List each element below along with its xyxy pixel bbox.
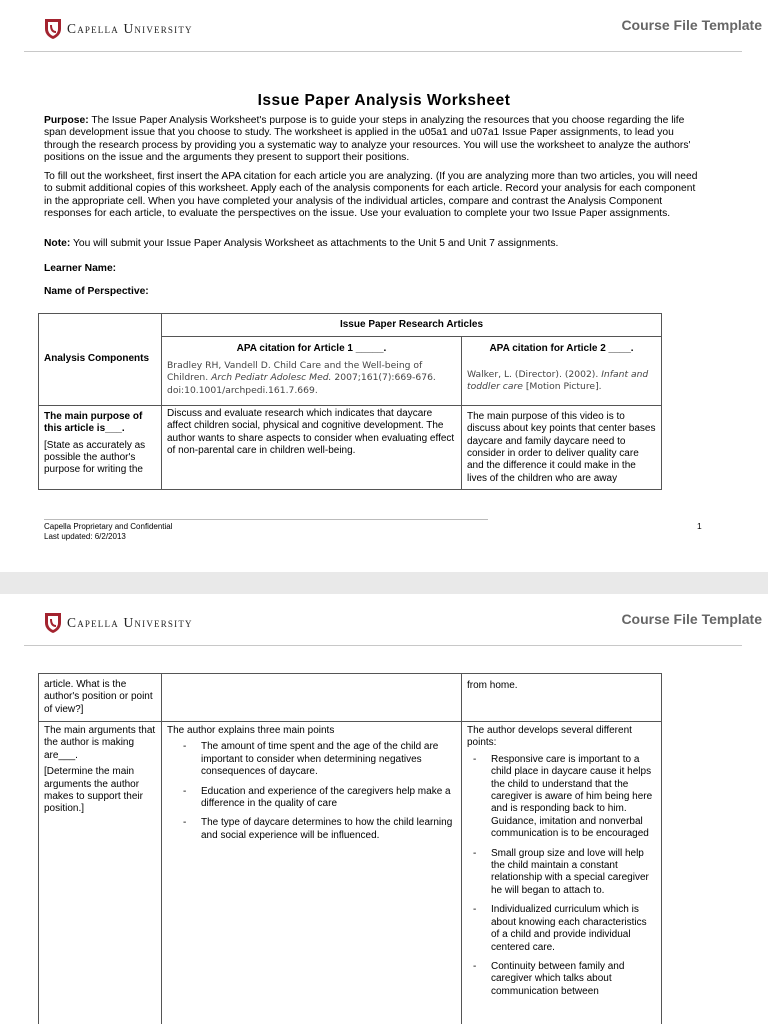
logo-text: Capella University: [67, 615, 193, 630]
research-articles-header: Issue Paper Research Articles: [162, 314, 662, 337]
row2-article1: The author explains three main points - The amount of time spent and the age of the child are important to consider when determining negatives consequences of daycare. - Education and experience of the caregivers help make a difference in the quality of care - The type of daycare determines to how the child learning and social experience will be influenced.: [162, 722, 462, 1024]
row1-article2: The main purpose of this video is to discuss about key points that center bases daycare and family daycare need to consider in order to deliver quality care and the difference it could make in the lives of the children who are away: [462, 405, 662, 489]
instructions-paragraph: To fill out the worksheet, first insert the APA citation for each article you are analyzing. (If you are analyzing more than two articles, you will need to submit additional copies of this worksheet. Apply each of the analysis components for each article. Record your analysis for each component in the appropriate cell. When you have completed your analysis of the individual articles, compare and contrast the Analysis Component responses for each article, to evaluate the perspectives on the issue. Use your evaluation to complete your two Issue Paper assignments.: [44, 171, 698, 220]
header-divider: [24, 51, 742, 52]
article2-citation: Walker, L. (Director). (2002). Infant and toddler care [Motion Picture].: [462, 358, 662, 406]
purpose-label: Purpose:: [44, 115, 89, 126]
list-item: - The amount of time spent and the age of the child are important to consider when determining negatives consequences of daycare.: [183, 741, 456, 778]
list-item: - Individualized curriculum which is about knowing each characteristics of a child and provide individual centered care.: [473, 904, 656, 954]
university-logo: [44, 18, 193, 40]
page-header: [0, 594, 768, 646]
table-row: [39, 674, 662, 722]
article1-header: APA citation for Article 1 _____.: [162, 337, 462, 358]
table-row: [39, 405, 662, 489]
document-title: Issue Paper Analysis Worksheet: [257, 92, 511, 109]
row1-label: The main purpose of this article is___. [State as accurately as possible the author's purpose for writing the: [39, 405, 162, 489]
list-item: - Small group size and love will help the child maintain a constant relationship with a special caregiver he will began to attach to.: [473, 848, 656, 898]
footer: [44, 522, 173, 542]
article1-citation: Bradley RH, Vandell D. Child Care and the Well-being of Children. Arch Pediatr Adolesc Med. 2007;161(7):669-676. doi:10.1001/archpedi.161.7.669.: [162, 358, 462, 406]
row1-continued-article1: [162, 674, 462, 722]
page-number: 1: [697, 521, 702, 531]
row2-article2: The author develops several different points: - Responsive care is important to a child place in daycare cause it helps the child to understand that the caregiver is aware of him being here and is responding back to him. Guidance, imitation and nonverbal communication is to be encouraged - Small group size and love will help the child maintain a constant relationship with a special caregiver he will began to attach to. - Individualized curriculum which is about knowing each characteristics of a child and provide individual centered care. - Continuity between family and caregiver which talks about communication between: [462, 722, 662, 1024]
header-divider: [24, 645, 742, 646]
shield-icon: [44, 18, 62, 40]
list-item: - Education and experience of the caregivers help make a difference in the quality of care: [183, 786, 456, 811]
list-item: - Continuity between family and caregiver which talks about communication between: [473, 961, 656, 998]
table-row: [39, 314, 662, 337]
footer-divider: [44, 519, 488, 520]
header-title: Course File Template: [621, 17, 762, 33]
table-row: [39, 722, 662, 1024]
analysis-components-header: Analysis Components: [39, 314, 162, 406]
article2-header: APA citation for Article 2 ____.: [462, 337, 662, 358]
note-text: You will submit your Issue Paper Analysis Worksheet as attachments to the Unit 5 and Unit 7 assignments.: [70, 238, 559, 249]
university-logo: [44, 612, 193, 634]
shield-icon: [44, 612, 62, 634]
row1-article1: Discuss and evaluate research which indicates that daycare affect children social, physical and cognitive development. The author wants to share aspects to consider when evaluating effect of non-parental care in children well-being.: [162, 405, 462, 489]
article1-points: [167, 741, 456, 842]
analysis-table: [38, 313, 662, 490]
footer-updated: Last updated: 6/2/2013: [44, 532, 126, 541]
learner-name-label: Learner Name:: [44, 263, 117, 274]
page-2: [0, 594, 768, 1024]
list-item: - The type of daycare determines to how the child learning and social experience will be influenced.: [183, 817, 456, 842]
logo-text: Capella University: [67, 21, 193, 36]
article2-points: [467, 754, 656, 998]
row1-continued-article2: from home.: [462, 674, 662, 722]
note-paragraph: [44, 238, 704, 250]
purpose-paragraph: [44, 115, 704, 165]
list-item: - Responsive care is important to a child place in daycare cause it helps the child to understand that the caregiver is aware of him being here and is responding back to him. Guidance, imitation and nonverbal communication is to be encouraged: [473, 754, 656, 841]
purpose-text: The Issue Paper Analysis Worksheet's purpose is to guide your steps in analyzing the resources that you choose regarding the life span development issue that you choose to study. The worksheet is applied in the u05a1 and u07a1 Issue Paper assignments, to lead you through the research process by providing you a systematic way to analyze your resources. You will use the worksheet to analyze the authors' positions on the issue and the arguments they present to support their positions.: [44, 115, 691, 164]
header-title: Course File Template: [621, 611, 762, 627]
row2-label: The main arguments that the author is making are___. [Determine the main arguments the author makes to support their position.]: [39, 722, 162, 1024]
footer-confidential: Capella Proprietary and Confidential: [44, 522, 173, 531]
page-header: [0, 0, 768, 52]
note-label: Note:: [44, 238, 71, 249]
analysis-table-continued: [38, 673, 662, 1024]
perspective-label: Name of Perspective:: [44, 286, 149, 297]
row1-continued-label: article. What is the author's position or point of view?]: [39, 674, 162, 722]
